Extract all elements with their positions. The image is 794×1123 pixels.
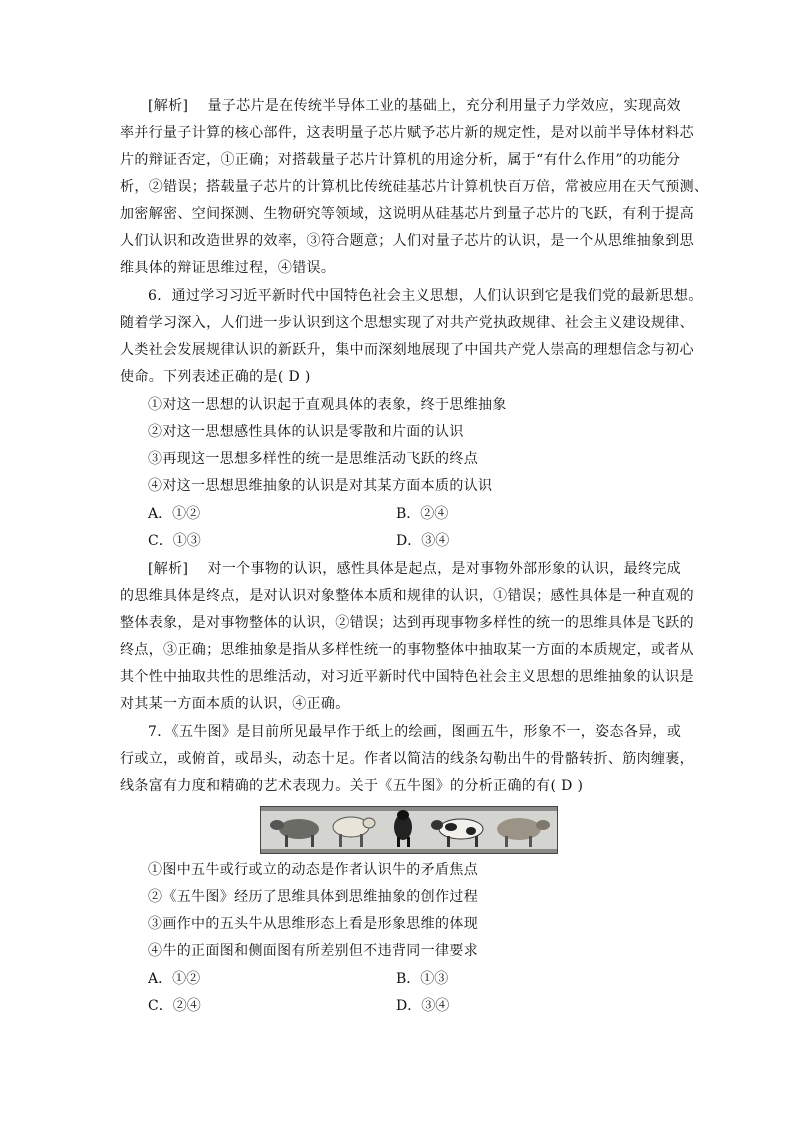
question7-item-1: ①图中五牛或行或立的动态是作者认识牛的矛盾焦点 [148,862,479,878]
analysis-q6-line-4: 终点，③正确；思维抽象是指从多样性统一的事物整体中抽取某一方面的本质规定，或者从 [120,642,694,658]
question7-stem-line-2: 行或立，或俯首，或昂头，动态十足。作者以简洁的线条勾勒出牛的骨骼转折、筋肉缠裹， [120,751,694,767]
question7-option-d: D．③④ [396,998,450,1014]
analysis-q5-line-3: 片的辩证否定，①正确；对搭载量子芯片计算机的用途分析，属于“有什么作用”的功能分 [120,152,681,168]
question6-stem-line-2: 随着学习深入，人们进一步认识到这个思想实现了对共产党执政规律、社会主义建设规律、 [120,315,694,331]
question6-option-d: D．③④ [396,533,450,549]
analysis-label: [解析] [148,98,189,114]
question6-stem-line-4: 使命。下列表述正确的是( D ) [120,369,311,385]
question7-item-4: ④牛的正面图和侧面图有所差别但不违背同一律要求 [148,943,479,959]
analysis-q5-line-1: [解析] 量子芯片是在传统半导体工业的基础上，充分利用量子力学效应，实现高效 [148,98,682,114]
analysis-q6-line-2: 的思维具体是终点，是对认识对象整体本质和规律的认识，①错误；感性具体是一种直观的 [120,588,694,604]
question6-item-1: ①对这一思想的认识起于直观具体的表象，终于思维抽象 [148,397,507,413]
question7-stem-line-1: 7．《五牛图》是目前所见最早作于纸上的绘画，图画五牛，形象不一，姿态各异，或 [148,724,682,740]
analysis-q6-line-1: [解析] 对一个事物的认识，感性具体是起点，是对事物外部形象的认识，最终完成 [148,561,682,577]
five-oxen-painting-image [260,806,558,854]
analysis-q5-line-4: 析，②错误；搭载量子芯片的计算机比传统硅基芯片计算机快百万倍，常被应用在天气预测、 [120,179,709,195]
analysis-q5-line-2: 率并行量子计算的核心部件，这表明量子芯片赋予芯片新的规定性，是对以前半导体材料芯 [120,125,694,141]
analysis-label: [解析] [148,561,189,577]
question6-stem-line-3: 人类社会发展规律认识的新跃升，集中而深刻地展现了中国共产党人崇高的理想信念与初心 [120,342,694,358]
question7-option-a: A．①② [148,971,201,987]
analysis-q5-line-5: 加密解密、空间探测、生物研究等领域，这说明从硅基芯片到量子芯片的飞跃，有利于提高 [120,206,694,222]
analysis-q5-line-7: 维具体的辩证思维过程，④错误。 [120,260,336,276]
question6-item-4: ④对这一思想思维抽象的认识是对其某方面本质的认识 [148,478,493,494]
question6-stem-line-1: 6．通过学习习近平新时代中国特色社会主义思想，人们认识到它是我们党的最新思想。 [148,288,703,304]
question6-option-a: A．①② [148,506,201,522]
question7-stem-line-3: 线条富有力度和精确的艺术表现力。关于《五牛图》的分析正确的有( D ) [120,778,584,794]
analysis-q6-line-6: 对其某一方面本质的认识，④正确。 [120,696,350,712]
question7-item-2: ②《五牛图》经历了思维具体到思维抽象的创作过程 [148,889,479,905]
analysis-q6-line-3: 整体表象，是对事物整体的认识，②错误；达到再现事物多样性的统一的思维具体是飞跃的 [120,615,694,631]
question6-item-3: ③再现这一思想多样性的统一是思维活动飞跃的终点 [148,451,479,467]
analysis-q5-line-6: 人们认识和改造世界的效率，③符合题意；人们对量子芯片的认识，是一个从思维抽象到思 [120,233,694,249]
question6-option-c: C．①③ [148,533,201,549]
analysis-q6-line-5: 其个性中抽取共性的思维活动，对习近平新时代中国特色社会主义思想的思维抽象的认识是 [120,669,694,685]
question7-item-3: ③画作中的五头牛从思维形态上看是形象思维的体现 [148,916,479,932]
question7-option-c: C．②④ [148,998,201,1014]
question6-item-2: ②对这一思想感性具体的认识是零散和片面的认识 [148,424,464,440]
question6-option-b: B．②④ [396,506,449,522]
question7-option-b: B．①③ [396,971,449,987]
